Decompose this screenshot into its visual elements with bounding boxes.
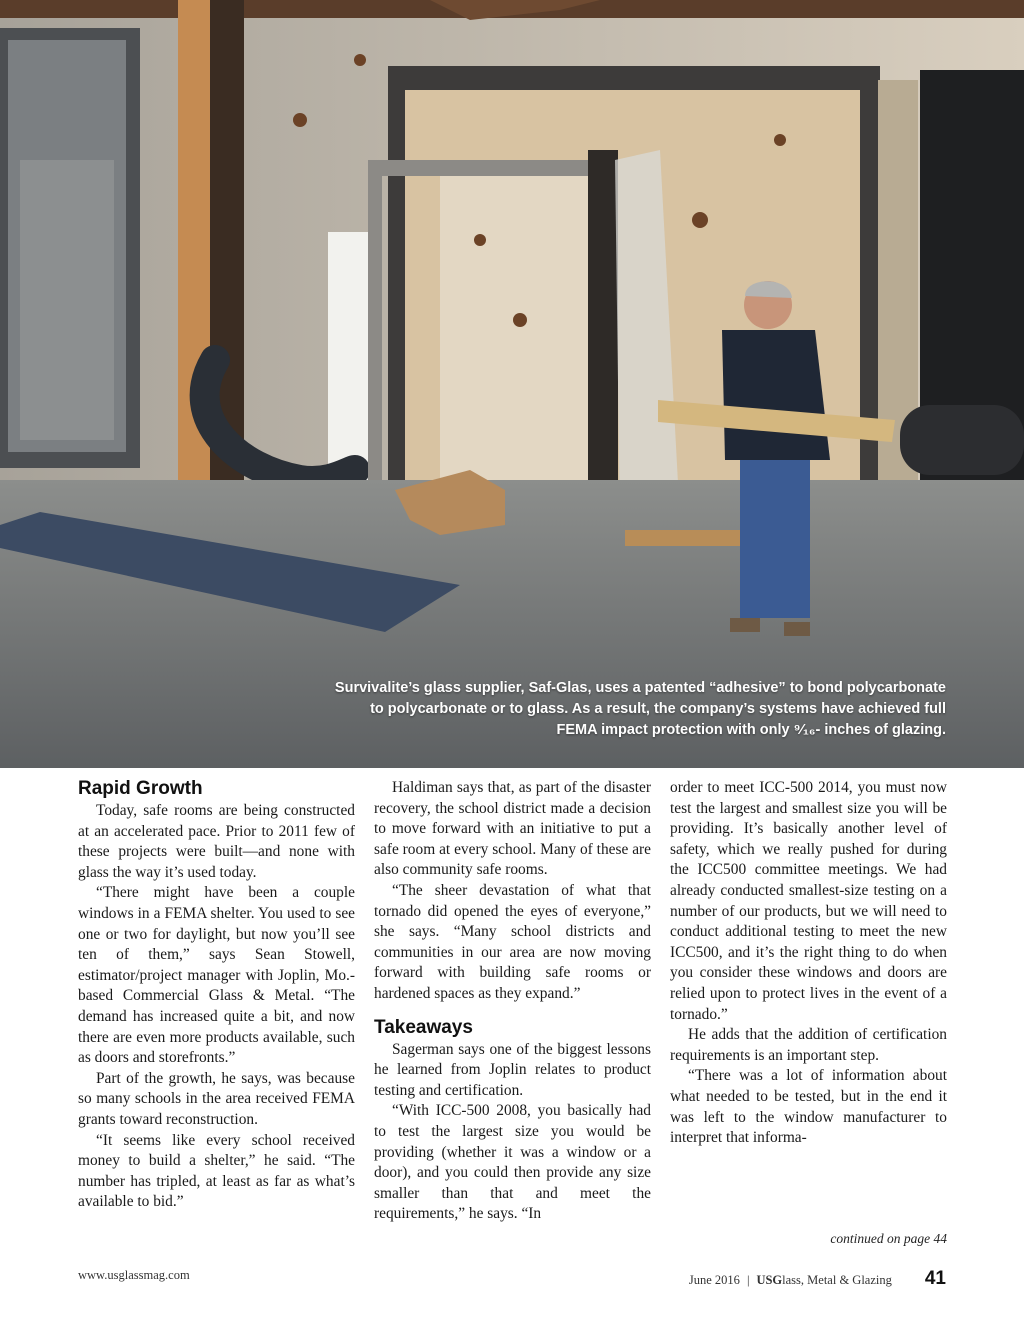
- paragraph: Part of the growth, he says, was because so many schools in the area received FEMA grants toward reconstruction.: [78, 1069, 355, 1128]
- footer-separator: |: [746, 1273, 750, 1287]
- issue-date: June 2016: [688, 1273, 740, 1287]
- paragraph: “It seems like every school received money to build a shelter,” he said. “The number has tripled, at least as far as what’s available to bid.”: [78, 1131, 355, 1211]
- article-column-2: [374, 778, 651, 1225]
- continued-link[interactable]: continued on page 44: [830, 1231, 947, 1246]
- publication-name-rest: lass, Metal & Glazing: [782, 1273, 892, 1287]
- publication-name: [756, 1273, 891, 1288]
- article-column-3: [670, 778, 947, 1149]
- paragraph: “There was a lot of information about what needed to be tested, but in the end it was left to the window manufacturer to interpret that informa-: [670, 1067, 947, 1147]
- page-number: 41: [924, 1268, 946, 1289]
- paragraph-continuation: order to meet ICC-500 2014, you must now test the largest and smallest size you will be providing. It’s basically another level of safety, which we really pushed for during the ICC500 committee meetings. We had already conducted smallest-size testing on a number of our products, but we will need to conduct additional testing to meet the new ICC500, and it’s the right thing to do when you consider these windows and doors are relied upon to protect lives in the event of a tornado.”: [670, 779, 947, 1023]
- paragraph: Today, safe rooms are being constructed at an accelerated pace. Prior to 2011 few of these projects were built—and none with glass the way it’s used today.: [78, 802, 355, 881]
- footer-issue-info: [689, 1268, 946, 1290]
- footer-website[interactable]: www.usglassmag.com: [78, 1268, 190, 1282]
- section-heading-takeaways: Takeaways: [374, 1016, 473, 1038]
- paragraph: “There might have been a couple windows in a FEMA shelter. You used to see one or two for daylight, but now you’ll see ten of them,” says Sean Stowell, estimator/project manager with Joplin, Mo.-based Commercial Glass & Metal. “The demand has increased quite a bit, and now there are even more products available, such as doors and storefronts.”: [78, 884, 355, 1067]
- article-column-1: [78, 778, 355, 1213]
- paragraph: Haldiman says that, as part of the disaster recovery, the school district made a decision to move forward with an initiative to put a safe room at every school. Many of these are also community safe rooms.: [374, 779, 651, 879]
- paragraph: “With ICC-500 2008, you basically had to test the largest size you would be providing (whether it was a window or a door), and you could then provide any size smaller than that and meet the requirements,” he says. “In: [374, 1102, 651, 1223]
- publication-name-bold: USG: [756, 1273, 783, 1287]
- photo-caption: Survivalite’s glass supplier, Saf-Glas, uses a patented “adhesive” to bond polycarbonate to polycarbonate or to glass. As a result, the company’s systems have achieved full FEMA impact protection with only ⁹⁄₁₆- inches of glazing.: [334, 680, 946, 738]
- paragraph: “The sheer devastation of what that tornado did opened the eyes of everyone,” she says. “Many school districts and communities in our area are now moving forward with building safe rooms or hardened spaces as they expand.”: [374, 881, 651, 1002]
- section-heading-rapid-growth: Rapid Growth: [78, 778, 203, 799]
- paragraph: He adds that the addition of certification requirements is an important step.: [670, 1026, 947, 1064]
- paragraph: Sagerman says one of the biggest lessons he learned from Joplin relates to product testing and certification.: [374, 1040, 651, 1099]
